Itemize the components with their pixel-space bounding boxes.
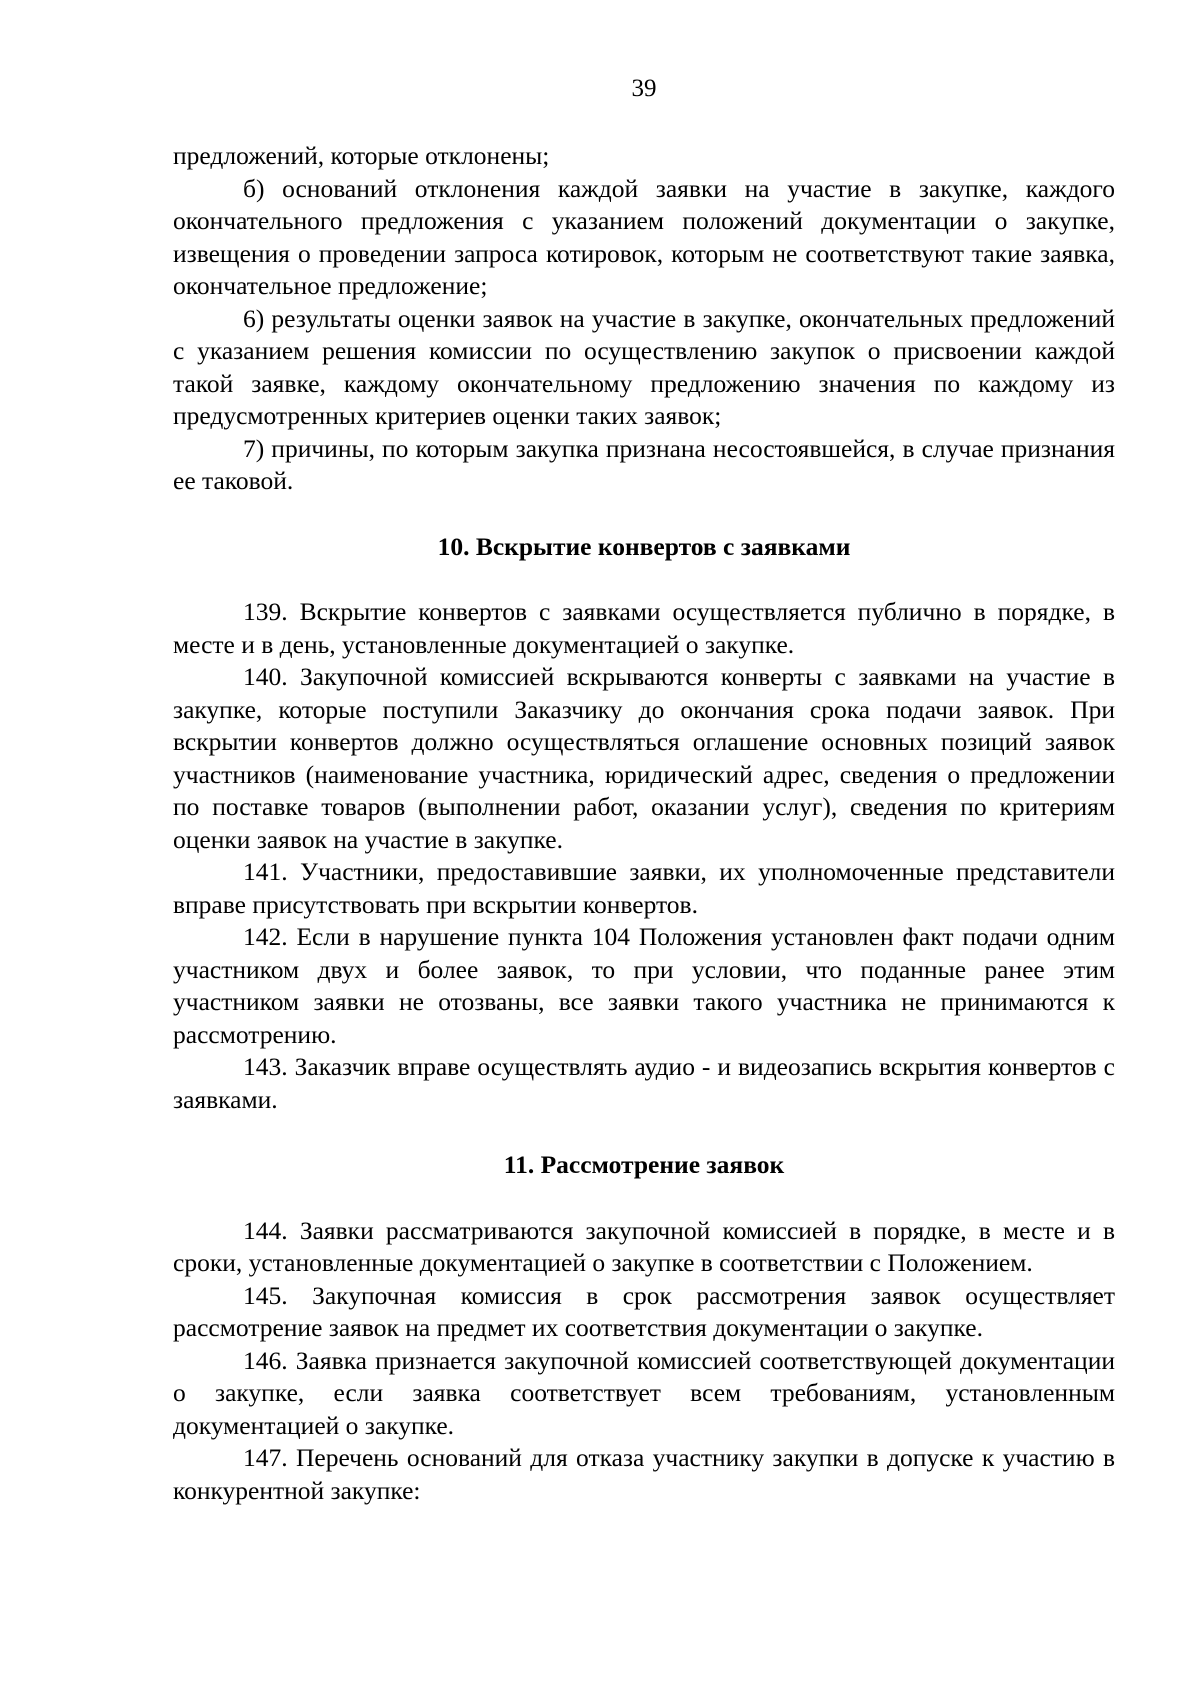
- section-heading-10: 10. Вскрытие конвертов с заявками: [437, 531, 851, 561]
- paragraph: предложений, которые отклонены;: [173, 141, 550, 170]
- paragraph-140: 140. Закупочной комиссией вскрываются конверты с заявками на участие в закупке, которые поступили Заказчику до окончания срока подачи заявок. При вскрытии конвертов должно осуществляться оглашение основных позиций заявок участников (наименование участника, юридический адрес, сведения о предложении по поставке товаров (выполнении работ, оказании услуг), сведения по критериям оценки заявок на участие в закупке.: [173, 662, 1115, 854]
- paragraph-147: 147. Перечень оснований для отказа участнику закупки в допуске к участию в конкурентной закупке:: [173, 1443, 1115, 1505]
- paragraph-144: 144. Заявки рассматриваются закупочной комиссией в порядке, в месте и в сроки, установленные документацией о закупке в соответствии с Положением.: [173, 1215, 1115, 1277]
- paragraph-146: 146. Заявка признается закупочной комиссией соответствующей документации о закупке, если заявка соответствует всем требованиям, установленным документацией о закупке.: [173, 1345, 1115, 1440]
- paragraph-143: 143. Заказчик вправе осуществлять аудио - и видеозапись вскрытия конвертов с заявками.: [173, 1052, 1115, 1114]
- page-number: 39: [631, 75, 657, 102]
- document-body: [173, 140, 1115, 1507]
- paragraph: 6) результаты оценки заявок на участие в закупке, окончательных предложений с указанием решения комиссии по осуществлению закупок о присвоении каждой такой заявке, каждому окончательному предложению значения по каждому из предусмотренных критериев оценки таких заявок;: [173, 303, 1115, 430]
- paragraph: б) оснований отклонения каждой заявки на участие в закупке, каждого окончательного предложения с указанием положений документации о закупке, извещения о проведении запроса котировок, которым не соответствуют такие заявка, окончательное предложение;: [173, 173, 1115, 300]
- paragraph-142: 142. Если в нарушение пункта 104 Положения установлен факт подачи одним участником двух и более заявок, то при условии, что поданные ранее этим участником заявки не отозваны, все заявки такого участника не принимаются к рассмотрению.: [173, 922, 1115, 1049]
- section-heading-11: 11. Рассмотрение заявок: [503, 1150, 785, 1179]
- paragraph: 7) причины, по которым закупка признана несостоявшейся, в случае признания ее таковой.: [173, 433, 1115, 495]
- paragraph-141: 141. Участники, предоставившие заявки, их уполномоченные представители вправе присутствовать при вскрытии конвертов.: [173, 857, 1115, 919]
- paragraph-145: 145. Закупочная комиссия в срок рассмотрения заявок осуществляет рассмотрение заявок на предмет их соответствия документации о закупке.: [173, 1280, 1115, 1342]
- paragraph-139: 139. Вскрытие конвертов с заявками осуществляется публично в порядке, в месте и в день, установленные документацией о закупке.: [173, 597, 1115, 659]
